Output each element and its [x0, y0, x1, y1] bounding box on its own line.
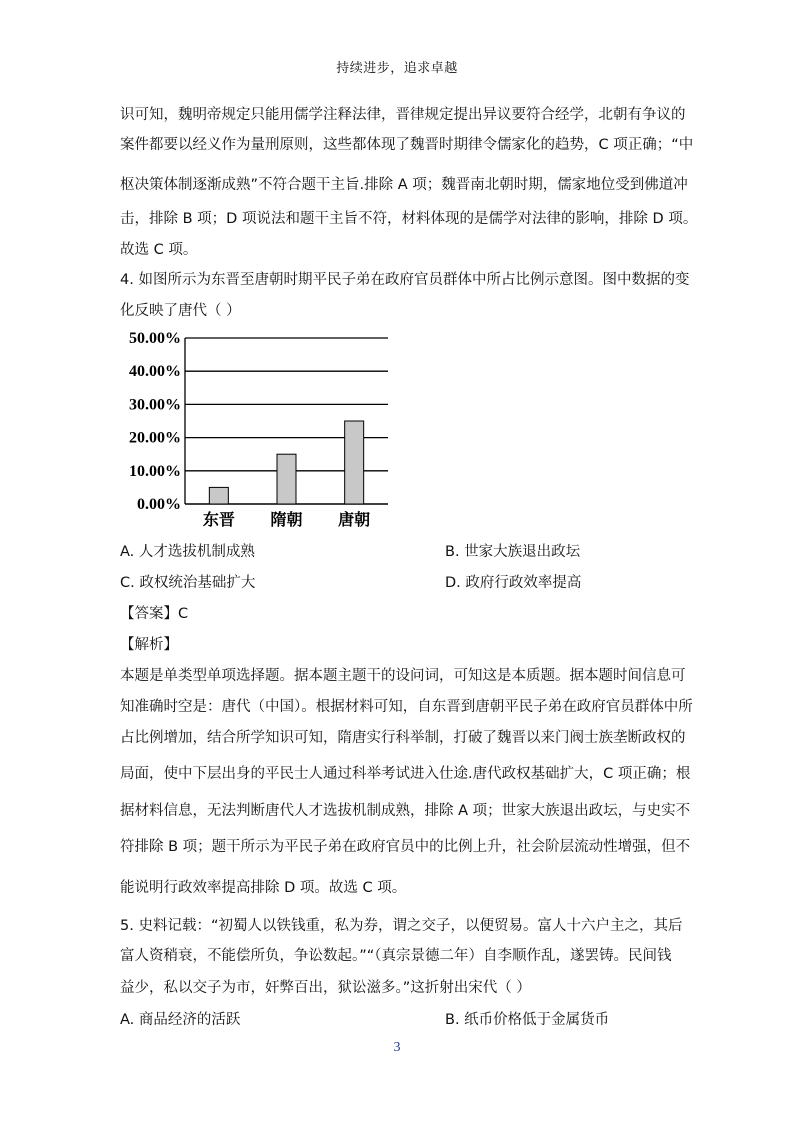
- text-line: 故选 C 项。: [120, 242, 198, 258]
- y-tick-label: 30.00%: [129, 396, 181, 414]
- question-4-stem: 化反映了唐代（ ）: [120, 303, 241, 319]
- page-number: 3: [393, 1040, 401, 1055]
- q5-option-b: B. 纸币价格低于金属货币: [445, 1012, 610, 1028]
- x-category-label: 唐朝: [338, 510, 371, 529]
- question-5-stem: 5. 史料记载：“初蜀人以铁钱重，私为券，谓之交子，以便贸易。富人十六户主之，其后: [120, 918, 683, 934]
- analysis-line: 知准确时空是：唐代（中国）。根据材料可知，自东晋到唐朝平民子弟在政府官员群体中所: [120, 699, 693, 715]
- q5-option-a: A. 商品经济的活跃: [120, 1012, 241, 1028]
- analysis-line: 符排除 B 项；题干所示为平民子弟在政府官员中的比例上升，社会阶层流动性增强，但不: [120, 839, 691, 855]
- bar: [277, 454, 296, 504]
- y-tick-label: 50.00%: [129, 330, 181, 347]
- text-line: 击，排除 B 项；D 项说法和题干主旨不符，材料体现的是儒学对法律的影响，排除 D 项。: [120, 211, 698, 227]
- y-tick-label: 40.00%: [129, 363, 181, 381]
- x-category-label: 东晋: [202, 510, 235, 529]
- analysis-line: 占比例增加，结合所学知识可知，隋唐实行科举制，打破了魏晋以来门阀士族垄断政权的: [120, 730, 686, 746]
- text-line: 识可知，魏明帝规定只能用儒学注释法律，晋律规定提出异议要符合经学，北朝有争议的: [120, 107, 686, 123]
- y-tick-label: 0.00%: [137, 496, 181, 513]
- y-tick-label: 10.00%: [129, 462, 181, 480]
- question-4-stem: 4. 如图所示为东晋至唐朝时期平民子弟在政府官员群体中所占比例示意图。图中数据的变: [120, 272, 690, 288]
- option-a: A. 人才选拔机制成熟: [120, 544, 255, 560]
- page-header: 持续进步，追求卓越: [336, 61, 458, 76]
- text-line: 案件都要以经义作为量刑原则，这些都体现了魏晋时期律令儒家化的趋势，C 项正确；“中: [120, 137, 694, 153]
- option-d: D. 政府行政效率提高: [445, 575, 582, 591]
- text-line: 枢决策体制逐渐成熟”不符合题干主旨.排除 A 项；魏晋南北朝时期，儒家地位受到佛道冲: [120, 177, 688, 193]
- question-5-stem: 益少，私以交子为市，奸弊百出，狱讼滋多。”这折射出宋代（ ）: [120, 980, 531, 996]
- option-b: B. 世家大族退出政坛: [445, 544, 581, 560]
- option-c: C. 政权统治基础扩大: [120, 575, 256, 591]
- bar-chart: [115, 326, 405, 536]
- answer-label: 【答案】C: [120, 606, 189, 622]
- analysis-line: 局面，使中下层出身的平民士人通过科举考试进入仕途.唐代政权基础扩大，C 项正确；根: [120, 766, 691, 782]
- analysis-line: 能说明行政效率提高排除 D 项。故选 C 项。: [120, 880, 407, 896]
- y-tick-label: 20.00%: [129, 429, 181, 447]
- analysis-line: 本题是单类型单项选择题。据本题主题干的设问词，可知这是本质题。据本题时间信息可: [120, 668, 686, 684]
- analysis-title: 【解析】: [120, 637, 178, 653]
- question-5-stem: 富人资稍衰，不能偿所负，争讼数起。”“（真宗景德二年）自李顺作乱，遂罢铸。民间钱: [120, 948, 672, 964]
- analysis-line: 据材料信息，无法判断唐代人才选拔机制成熟，排除 A 项；世家大族退出政坛，与史实不: [120, 803, 691, 819]
- x-category-label: 隋朝: [270, 510, 303, 529]
- bar: [209, 487, 228, 504]
- bar: [345, 421, 364, 504]
